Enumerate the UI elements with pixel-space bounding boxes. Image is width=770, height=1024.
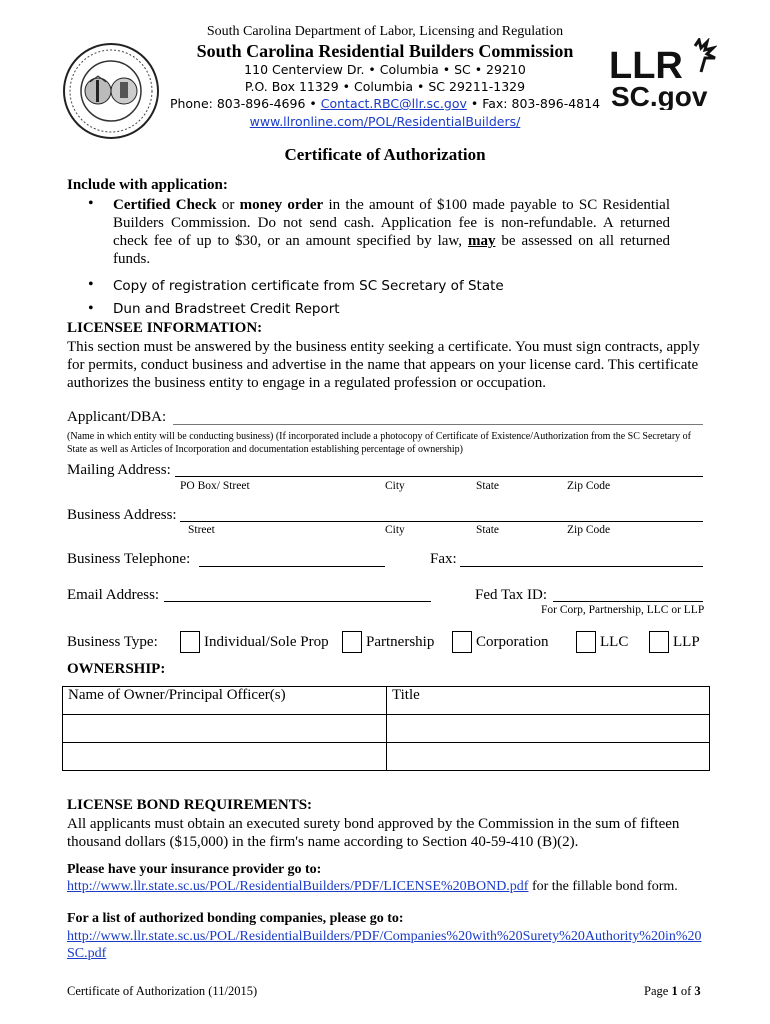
type-llc-label: LLC (600, 634, 629, 650)
page-indicator: Page 1 of 3 (644, 984, 701, 998)
website-link[interactable]: www.llronline.com/POL/ResidentialBuilders/ (249, 114, 521, 129)
include-item-dnb: Dun and Bradstreet Credit Report (113, 301, 340, 317)
bullet: • (88, 195, 94, 212)
bonding-companies-link[interactable]: http://www.llr.state.sc.us/POL/ResidentialBuilders/PDF/Companies%20with%20Surety%20Authority%20in%20 (67, 929, 702, 944)
mailing-sub-state: State (476, 480, 499, 492)
applicant-note: (Name in which entity will be conducting business) (If incorporated include a photocopy of Certificate of Existence/Authorization from the SC Secretary of State as well as Articles of Incorporation and documentation establishing percentage of ownership) (67, 431, 691, 455)
fed-tax-id-label: Fed Tax ID: (475, 587, 547, 603)
include-heading: Include with application: (67, 177, 228, 193)
bonding-list-heading: For a list of authorized bonding companies, please go to: (67, 911, 404, 926)
bond-text: All applicants must obtain an executed surety bond approved by the Commission in the sum of fifteen thousand dollars ($15,000) in the firm's name according to Section 40-59-410 (B)(2). (67, 816, 680, 850)
email-link[interactable]: Contact.RBC@llr.sc.gov (320, 96, 467, 111)
bond-heading: LICENSE BOND REQUIREMENTS: (67, 797, 313, 813)
business-sub-street: Street (188, 524, 215, 536)
owner-column-header: Name of Owner/Principal Officer(s) (63, 687, 387, 715)
ownership-heading: OWNERSHIP: (67, 661, 166, 677)
provider-heading: Please have your insurance provider go to: (67, 862, 322, 877)
mailing-address-input[interactable] (175, 476, 703, 477)
checkbox-partnership[interactable] (342, 631, 362, 653)
contact-line (0, 96, 770, 111)
checkbox-llc[interactable] (576, 631, 596, 653)
business-address-label: Business Address: (67, 507, 177, 523)
website-line (0, 114, 770, 129)
owner-title-cell[interactable] (387, 743, 710, 771)
business-type-label: Business Type: (67, 634, 158, 650)
address-line-1: 110 Centerview Dr. • Columbia • SC • 29210 (244, 62, 526, 77)
address-line-2: P.O. Box 11329 • Columbia • SC 29211-1329 (244, 79, 526, 94)
fax-text: • Fax: 803-896-4814 (470, 96, 601, 111)
licensee-heading: LICENSEE INFORMATION: (67, 320, 263, 336)
owner-name-cell[interactable] (63, 743, 387, 771)
fed-tax-id-note: For Corp, Partnership, LLC or LLP (541, 604, 705, 616)
bonding-list-line1 (67, 929, 702, 945)
mailing-sub-street: PO Box/ Street (180, 480, 250, 492)
fed-tax-id-input[interactable] (553, 601, 703, 602)
bullet: • (88, 276, 94, 293)
applicant-input[interactable] (173, 424, 703, 425)
include-item-fee: Certified Check or money order in the amount of $100 made payable to SC Residential Builders Commission. Do not send cash. Application fee is non-refundable. A returned check fee of up to $30, or an amount specified by law, may be assessed on all returned funds. (113, 197, 671, 267)
provider-suffix: for the fillable bond form. (528, 879, 678, 894)
bonding-list-line2 (67, 946, 106, 962)
table-row (63, 687, 710, 715)
table-row (63, 715, 710, 743)
business-telephone-input[interactable] (199, 566, 385, 567)
title-column-header: Title (387, 687, 710, 715)
commission-name: South Carolina Residential Builders Commission (196, 41, 574, 61)
checkbox-individual[interactable] (180, 631, 200, 653)
include-item-registration: Copy of registration certificate from SC Secretary of State (113, 278, 504, 294)
provider-line (67, 879, 678, 895)
ownership-table (62, 686, 710, 771)
logo-llr-text: LLR (609, 45, 683, 87)
footer-form-name: Certificate of Authorization (11/2015) (67, 984, 258, 998)
page-title: Certificate of Authorization (284, 145, 486, 164)
business-telephone-label: Business Telephone: (67, 551, 191, 567)
business-sub-city: City (385, 524, 405, 536)
applicant-label: Applicant/DBA: (67, 409, 167, 425)
type-corporation-label: Corporation (476, 634, 549, 650)
bond-form-link[interactable]: http://www.llr.state.sc.us/POL/ResidentialBuilders/PDF/LICENSE%20BOND.pdf (67, 879, 529, 894)
type-partnership-label: Partnership (366, 634, 435, 650)
bonding-companies-link-cont[interactable]: SC.pdf (67, 946, 107, 961)
department-name: South Carolina Department of Labor, Licensing and Regulation (206, 24, 564, 39)
business-address-input[interactable] (180, 521, 703, 522)
licensee-text: This section must be answered by the business entity seeking a certificate. You must sign contracts, apply for permits, conduct business and advertise in the name that appears on your license card. This certificate authorizes the business entity to engage in a regulated profession or occupation. (67, 339, 700, 391)
checkbox-corporation[interactable] (452, 631, 472, 653)
mailing-sub-city: City (385, 480, 405, 492)
business-sub-state: State (476, 524, 499, 536)
mailing-label: Mailing Address: (67, 462, 171, 478)
table-row (63, 743, 710, 771)
logo-scgov-text: SC.gov (611, 81, 708, 110)
bullet: • (88, 300, 94, 317)
type-llp-label: LLP (673, 634, 700, 650)
business-sub-zip: Zip Code (567, 524, 611, 536)
phone-text: Phone: 803-896-4696 • (169, 96, 317, 111)
type-individual-label: Individual/Sole Prop (204, 634, 329, 650)
mailing-sub-zip: Zip Code (567, 480, 611, 492)
fax-input[interactable] (460, 566, 703, 567)
checkbox-llp[interactable] (649, 631, 669, 653)
owner-title-cell[interactable] (387, 715, 710, 743)
email-label: Email Address: (67, 587, 160, 603)
fax-label: Fax: (430, 551, 457, 567)
owner-name-cell[interactable] (63, 715, 387, 743)
email-input[interactable] (164, 601, 431, 602)
